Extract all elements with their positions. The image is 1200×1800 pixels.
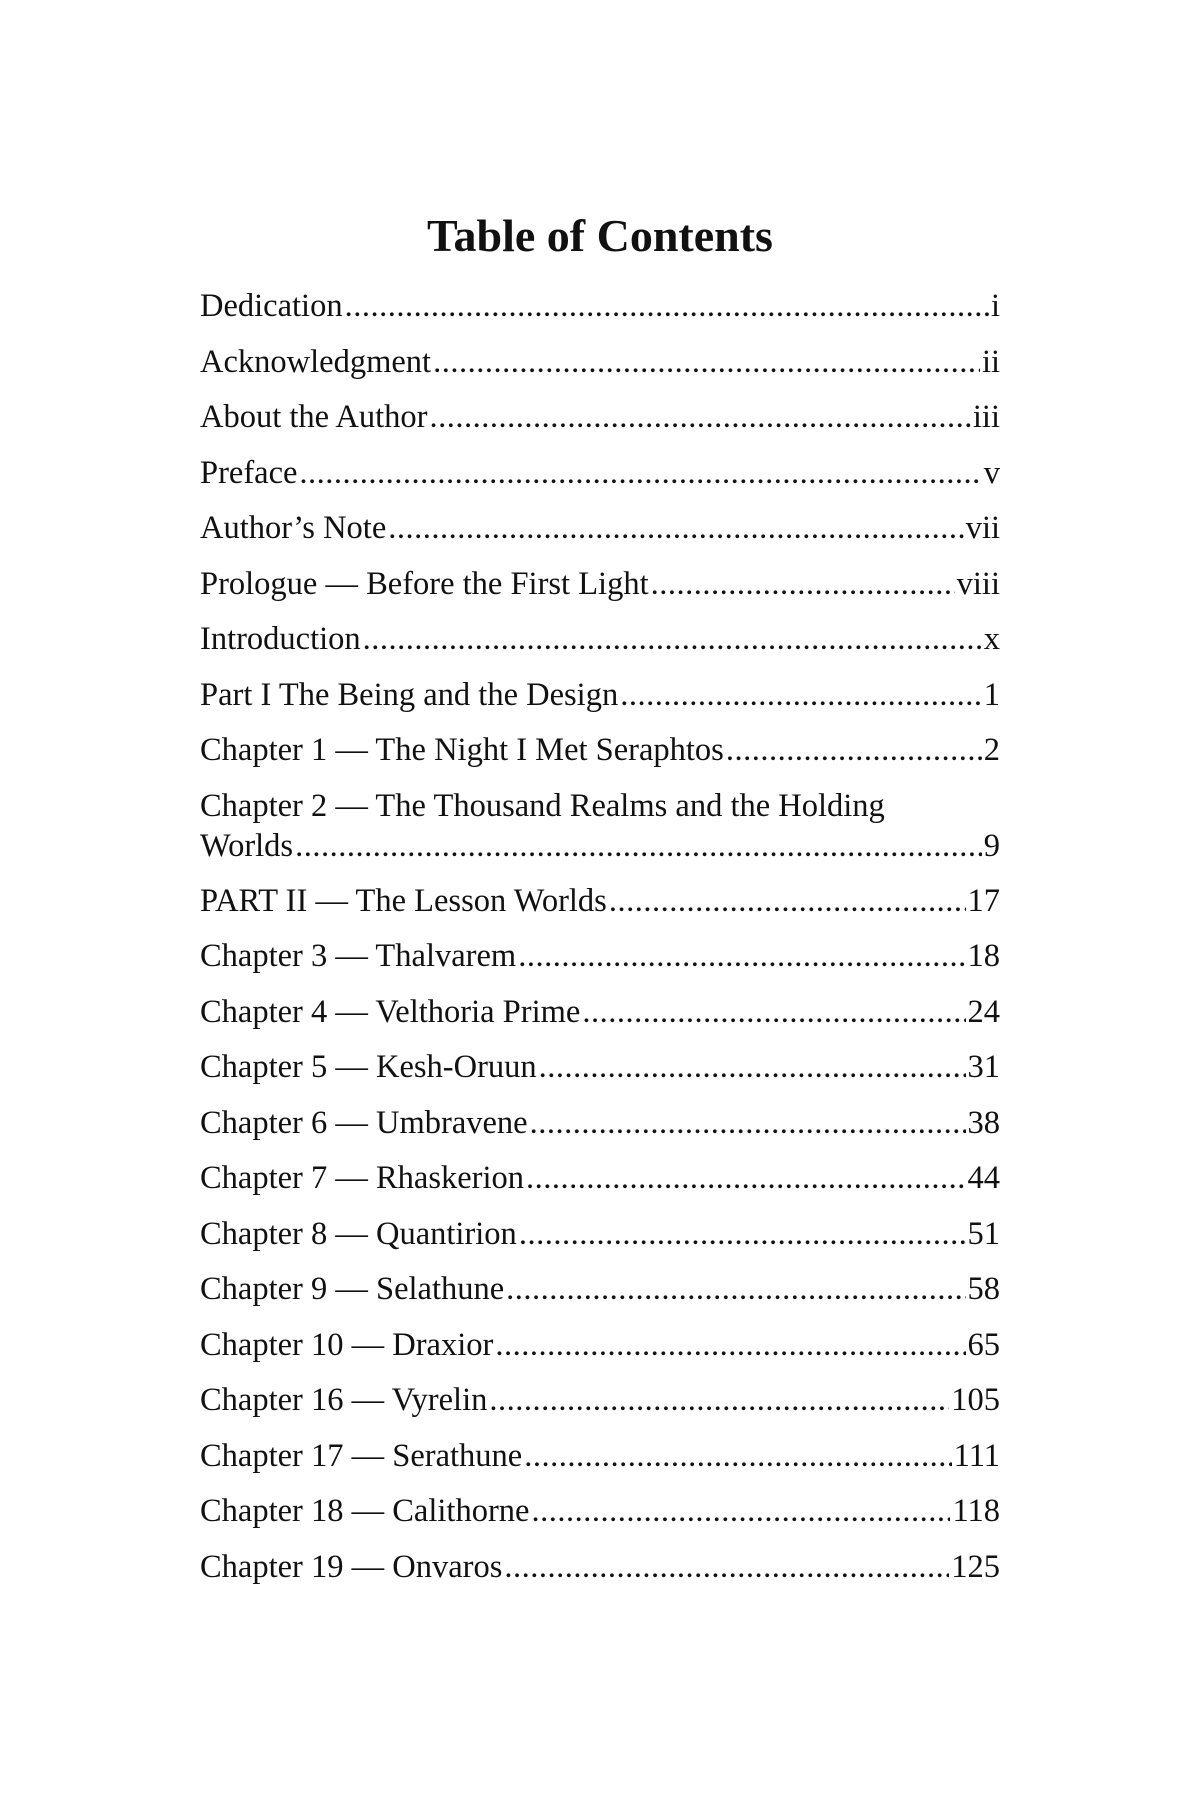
- dot-leader: [433, 342, 980, 382]
- toc-entry-page: vii: [965, 510, 1000, 546]
- toc-entry-page: 44: [967, 1160, 1000, 1196]
- toc-entry-page: i: [990, 288, 1000, 324]
- toc-entry-chapter-7: [200, 1158, 1000, 1214]
- toc-entry-part-1: [200, 675, 1000, 731]
- toc-entry-label: Introduction: [200, 621, 361, 657]
- toc-entry-chapter-10: [200, 1325, 1000, 1381]
- toc-entry-label: Chapter 18 — Calithorne: [200, 1493, 530, 1529]
- page-title: Table of Contents: [427, 210, 773, 261]
- toc-entry-page: 51: [967, 1215, 1000, 1252]
- toc-entry-label: About the Author: [200, 399, 428, 435]
- dot-leader: [651, 564, 955, 604]
- toc-entry-page: 17: [967, 882, 1000, 919]
- toc-entry-page: iii: [972, 399, 1000, 435]
- toc-entry-label: Chapter 17 — Serathune: [200, 1437, 523, 1474]
- toc-entry-label: Chapter 16 — Vyrelin: [200, 1382, 488, 1418]
- toc-entry-acknowledgment: [200, 342, 1000, 398]
- toc-entry-chapter-17: [200, 1436, 1000, 1492]
- toc-entry-label: Acknowledgment: [200, 343, 432, 380]
- toc-entry-label: Prologue — Before the First Light: [200, 565, 649, 602]
- toc-entry-authors-note: [200, 508, 1000, 564]
- toc-entry-chapter-1: [200, 730, 1000, 786]
- toc-entry-page: 65: [967, 1326, 1000, 1363]
- toc-entry-label: Chapter 1 — The Night I Met Seraphtos: [200, 732, 724, 768]
- dot-leader: [620, 675, 982, 715]
- toc-entry-label: Chapter 7 — Rhaskerion: [200, 1160, 525, 1196]
- dot-leader: [363, 619, 982, 659]
- dot-leader: [489, 1380, 949, 1420]
- toc-entry-label: Chapter 6 — Umbravene: [200, 1104, 528, 1141]
- toc-entry-chapter-3: [200, 936, 1000, 992]
- toc-entry-label: Chapter 10 — Draxior: [200, 1326, 494, 1363]
- toc-entry-chapter-5: [200, 1047, 1000, 1103]
- toc-entry-page: 31: [967, 1049, 1000, 1085]
- toc-entry-page: 9: [983, 827, 1000, 864]
- toc-entry-prologue: [200, 564, 1000, 620]
- toc-entry-chapter-6: [200, 1103, 1000, 1159]
- toc-entry-page: 18: [967, 938, 1000, 974]
- toc-entry-label: Chapter 9 — Selathune: [200, 1271, 505, 1307]
- dot-leader: [726, 730, 982, 770]
- toc-entry-introduction: [200, 619, 1000, 675]
- toc-entry-page: x: [983, 621, 1000, 657]
- dot-leader: [345, 286, 989, 326]
- toc-entry-chapter-19: [200, 1547, 1000, 1603]
- toc-entry-page: 105: [951, 1382, 1000, 1418]
- toc-entry-page: 2: [983, 732, 1000, 768]
- dot-leader: [299, 453, 981, 493]
- toc-entry-preface: [200, 453, 1000, 509]
- toc-entry-label: Author’s Note: [200, 510, 387, 546]
- toc-entry-label: Dedication: [200, 288, 343, 324]
- dot-leader: [388, 508, 963, 548]
- toc-entry-chapter-2: [200, 786, 1000, 881]
- toc-entry-page: viii: [956, 565, 1000, 602]
- toc-entry-label: Preface: [200, 454, 298, 491]
- toc-entry-dedication: [200, 286, 1000, 342]
- toc-entry-label-line-2: Worlds: [200, 827, 294, 864]
- toc-entry-page: ii: [981, 343, 1000, 380]
- toc-entry-line-2: [200, 826, 1000, 866]
- dot-leader: [429, 397, 970, 437]
- dot-leader: [518, 936, 965, 976]
- dot-leader: [524, 1436, 951, 1476]
- dot-leader: [295, 826, 982, 866]
- toc-entry-chapter-4: [200, 992, 1000, 1048]
- dot-leader: [526, 1158, 965, 1198]
- toc-entry-page: 58: [967, 1271, 1000, 1307]
- dot-leader: [609, 881, 966, 921]
- toc-entry-label: Chapter 19 — Onvaros: [200, 1548, 503, 1585]
- toc-entry-chapter-9: [200, 1269, 1000, 1325]
- dot-leader: [504, 1547, 949, 1587]
- toc-entry-page: v: [983, 454, 1000, 491]
- dot-leader: [519, 1214, 966, 1254]
- toc-entry-page: 111: [953, 1437, 1000, 1474]
- dot-leader: [530, 1103, 966, 1143]
- toc-entry-page: 24: [967, 993, 1000, 1030]
- toc-entry-part-2: [200, 881, 1000, 937]
- dot-leader: [531, 1491, 950, 1531]
- toc-entry-label: Part I The Being and the Design: [200, 676, 619, 713]
- toc-entry-chapter-18: [200, 1491, 1000, 1547]
- toc-entry-chapter-16: [200, 1380, 1000, 1436]
- toc-entry-chapter-8: [200, 1214, 1000, 1270]
- toc-entry-about-the-author: [200, 397, 1000, 453]
- dot-leader: [539, 1047, 966, 1087]
- toc-entry-page: 125: [951, 1548, 1000, 1585]
- dot-leader: [582, 992, 965, 1032]
- toc-entry-page: 1: [983, 676, 1000, 713]
- toc-entry-page: 118: [952, 1493, 1000, 1529]
- toc-entry-page: 38: [967, 1104, 1000, 1141]
- toc-entry-label-line-1: Chapter 2 — The Thousand Realms and the Holding: [200, 787, 885, 824]
- toc-entry-label: Chapter 8 — Quantirion: [200, 1215, 517, 1252]
- toc-entry-label: Chapter 5 — Kesh-Oruun: [200, 1049, 537, 1085]
- dot-leader: [495, 1325, 965, 1365]
- table-of-contents: [200, 286, 1000, 1602]
- toc-entry-label: Chapter 4 — Velthoria Prime: [200, 993, 581, 1030]
- toc-entry-label: Chapter 3 — Thalvarem: [200, 938, 517, 974]
- dot-leader: [506, 1269, 965, 1309]
- toc-entry-label: PART II — The Lesson Worlds: [200, 882, 607, 919]
